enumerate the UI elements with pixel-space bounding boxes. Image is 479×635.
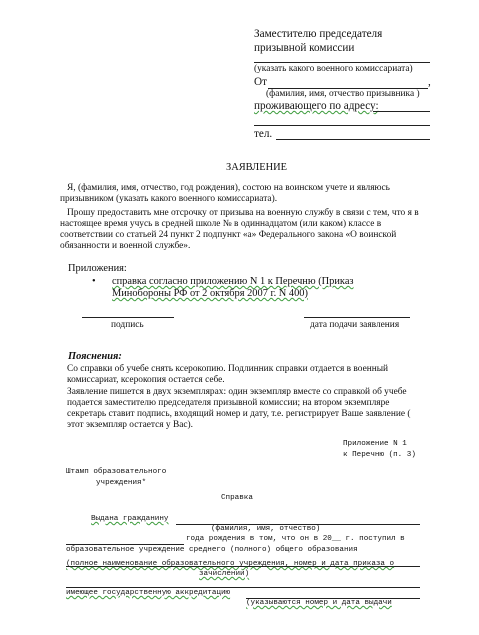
notes-title: Пояснения: <box>68 351 122 362</box>
birth-line: года рождения в том, что он в 20__ г. поступил в <box>186 535 405 543</box>
institution-hint-1: (полное наименование образовательного учреждения, номер и дата приказа о <box>66 560 395 568</box>
notes-line-6: этот экземпляр остается у Вас). <box>67 420 194 430</box>
document-title: ЗАЯВЛЕНИЕ <box>226 162 287 173</box>
phone-blank <box>276 139 430 140</box>
education-line: образовательное учреждение среднего (полного) общего образования <box>66 546 358 554</box>
from-comma: , <box>428 76 431 88</box>
stamp-line-2: учреждения* <box>96 479 147 487</box>
attachments-label: Приложения: <box>68 263 127 274</box>
notes-line-5: секретарь ставит подпись, входящий номер и дату, т.е. регистрирует Ваше заявление ( <box>67 409 411 419</box>
stamp-line-1: Штамп образовательного <box>66 468 167 476</box>
address-blank-1 <box>373 111 430 112</box>
commissariat-hint: (указать какого военного комиссариата) <box>254 64 413 74</box>
para2-line-4: обязанности и военной службе». <box>60 241 191 251</box>
addressee-line-1: Заместителю председателя <box>254 28 383 40</box>
signature-label: подпись <box>111 320 144 330</box>
commissariat-blank <box>254 62 430 63</box>
appendix-line-2: к Перечню (п. 3) <box>343 451 416 459</box>
notes-line-2: комиссариат, ксерокопия остается себе. <box>67 375 225 385</box>
notes-line-4: подается заместителю председателя призывной комиссии; на втором экземпляре <box>67 398 390 408</box>
notes-line-1: Со справки об учебе снять ксерокопию. Подлинник справки отдается в военный <box>67 364 389 374</box>
residing-label: проживающего по адресу: <box>254 100 379 112</box>
issued-label: Выдана гражданину <box>91 515 169 523</box>
certificate-title: Справка <box>221 494 253 502</box>
para1-line-2: призывником (указать какого военного комиссариата). <box>60 194 278 204</box>
from-label: От <box>254 76 267 88</box>
para1-line-1: Я, (фамилия, имя, отчество, год рождения), состою на воинском учете и являюсь <box>67 183 390 193</box>
para2-line-3: соответствии со статьей 24 пункт 2 подпункт «а» Федерального закона «О воинской <box>60 230 397 240</box>
appendix-line-1: Приложение N 1 <box>343 440 407 448</box>
birth-blank <box>66 544 184 545</box>
notes-line-3: Заявление пишется в двух экземплярах: один экземпляр вместе со справкой об учебе <box>67 387 407 397</box>
date-blank <box>304 317 410 318</box>
date-label: дата подачи заявления <box>310 320 400 330</box>
phone-label: тел. <box>254 128 273 140</box>
applicant-name-hint: (фамилия, имя, отчество призывника ) <box>266 89 420 99</box>
para2-line-1: Прошу предоставить мне отсрочку от призыва на военную службу в связи с тем, что я в <box>67 208 419 218</box>
addressee-line-2: призывной комиссии <box>254 42 355 54</box>
certificate-name-hint: (фамилия, имя, отчество) <box>211 525 321 533</box>
address-blank-2 <box>254 125 430 126</box>
signature-blank <box>82 317 174 318</box>
accreditation-hint: (указываются номер и дата выдачи <box>246 599 392 607</box>
bullet-icon: • <box>92 276 96 287</box>
attachment-line-2: Минобороны РФ от 2 октября 2007 г. N 400) <box>112 288 308 299</box>
para2-line-2: настоящее время учусь в средней школе № в одиннадцатом (или каком) классе в <box>60 219 382 229</box>
accreditation-label: имеющее государственную аккредитацию <box>66 589 231 597</box>
attachment-line-1: справка согласно приложению N 1 к Перечню (Приказ <box>112 276 354 287</box>
extra-blank <box>66 587 420 588</box>
institution-hint-2: зачислении) <box>199 570 250 578</box>
